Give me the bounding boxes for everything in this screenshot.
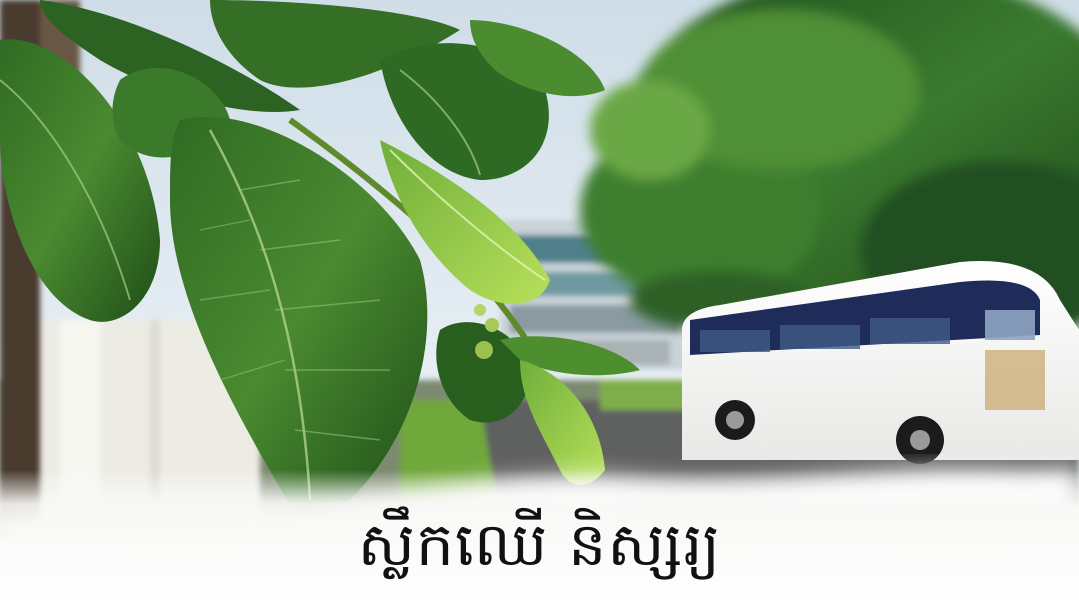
khmer-caption: ស្លឹកឈើ និស្សរ្យ: [357, 510, 722, 580]
